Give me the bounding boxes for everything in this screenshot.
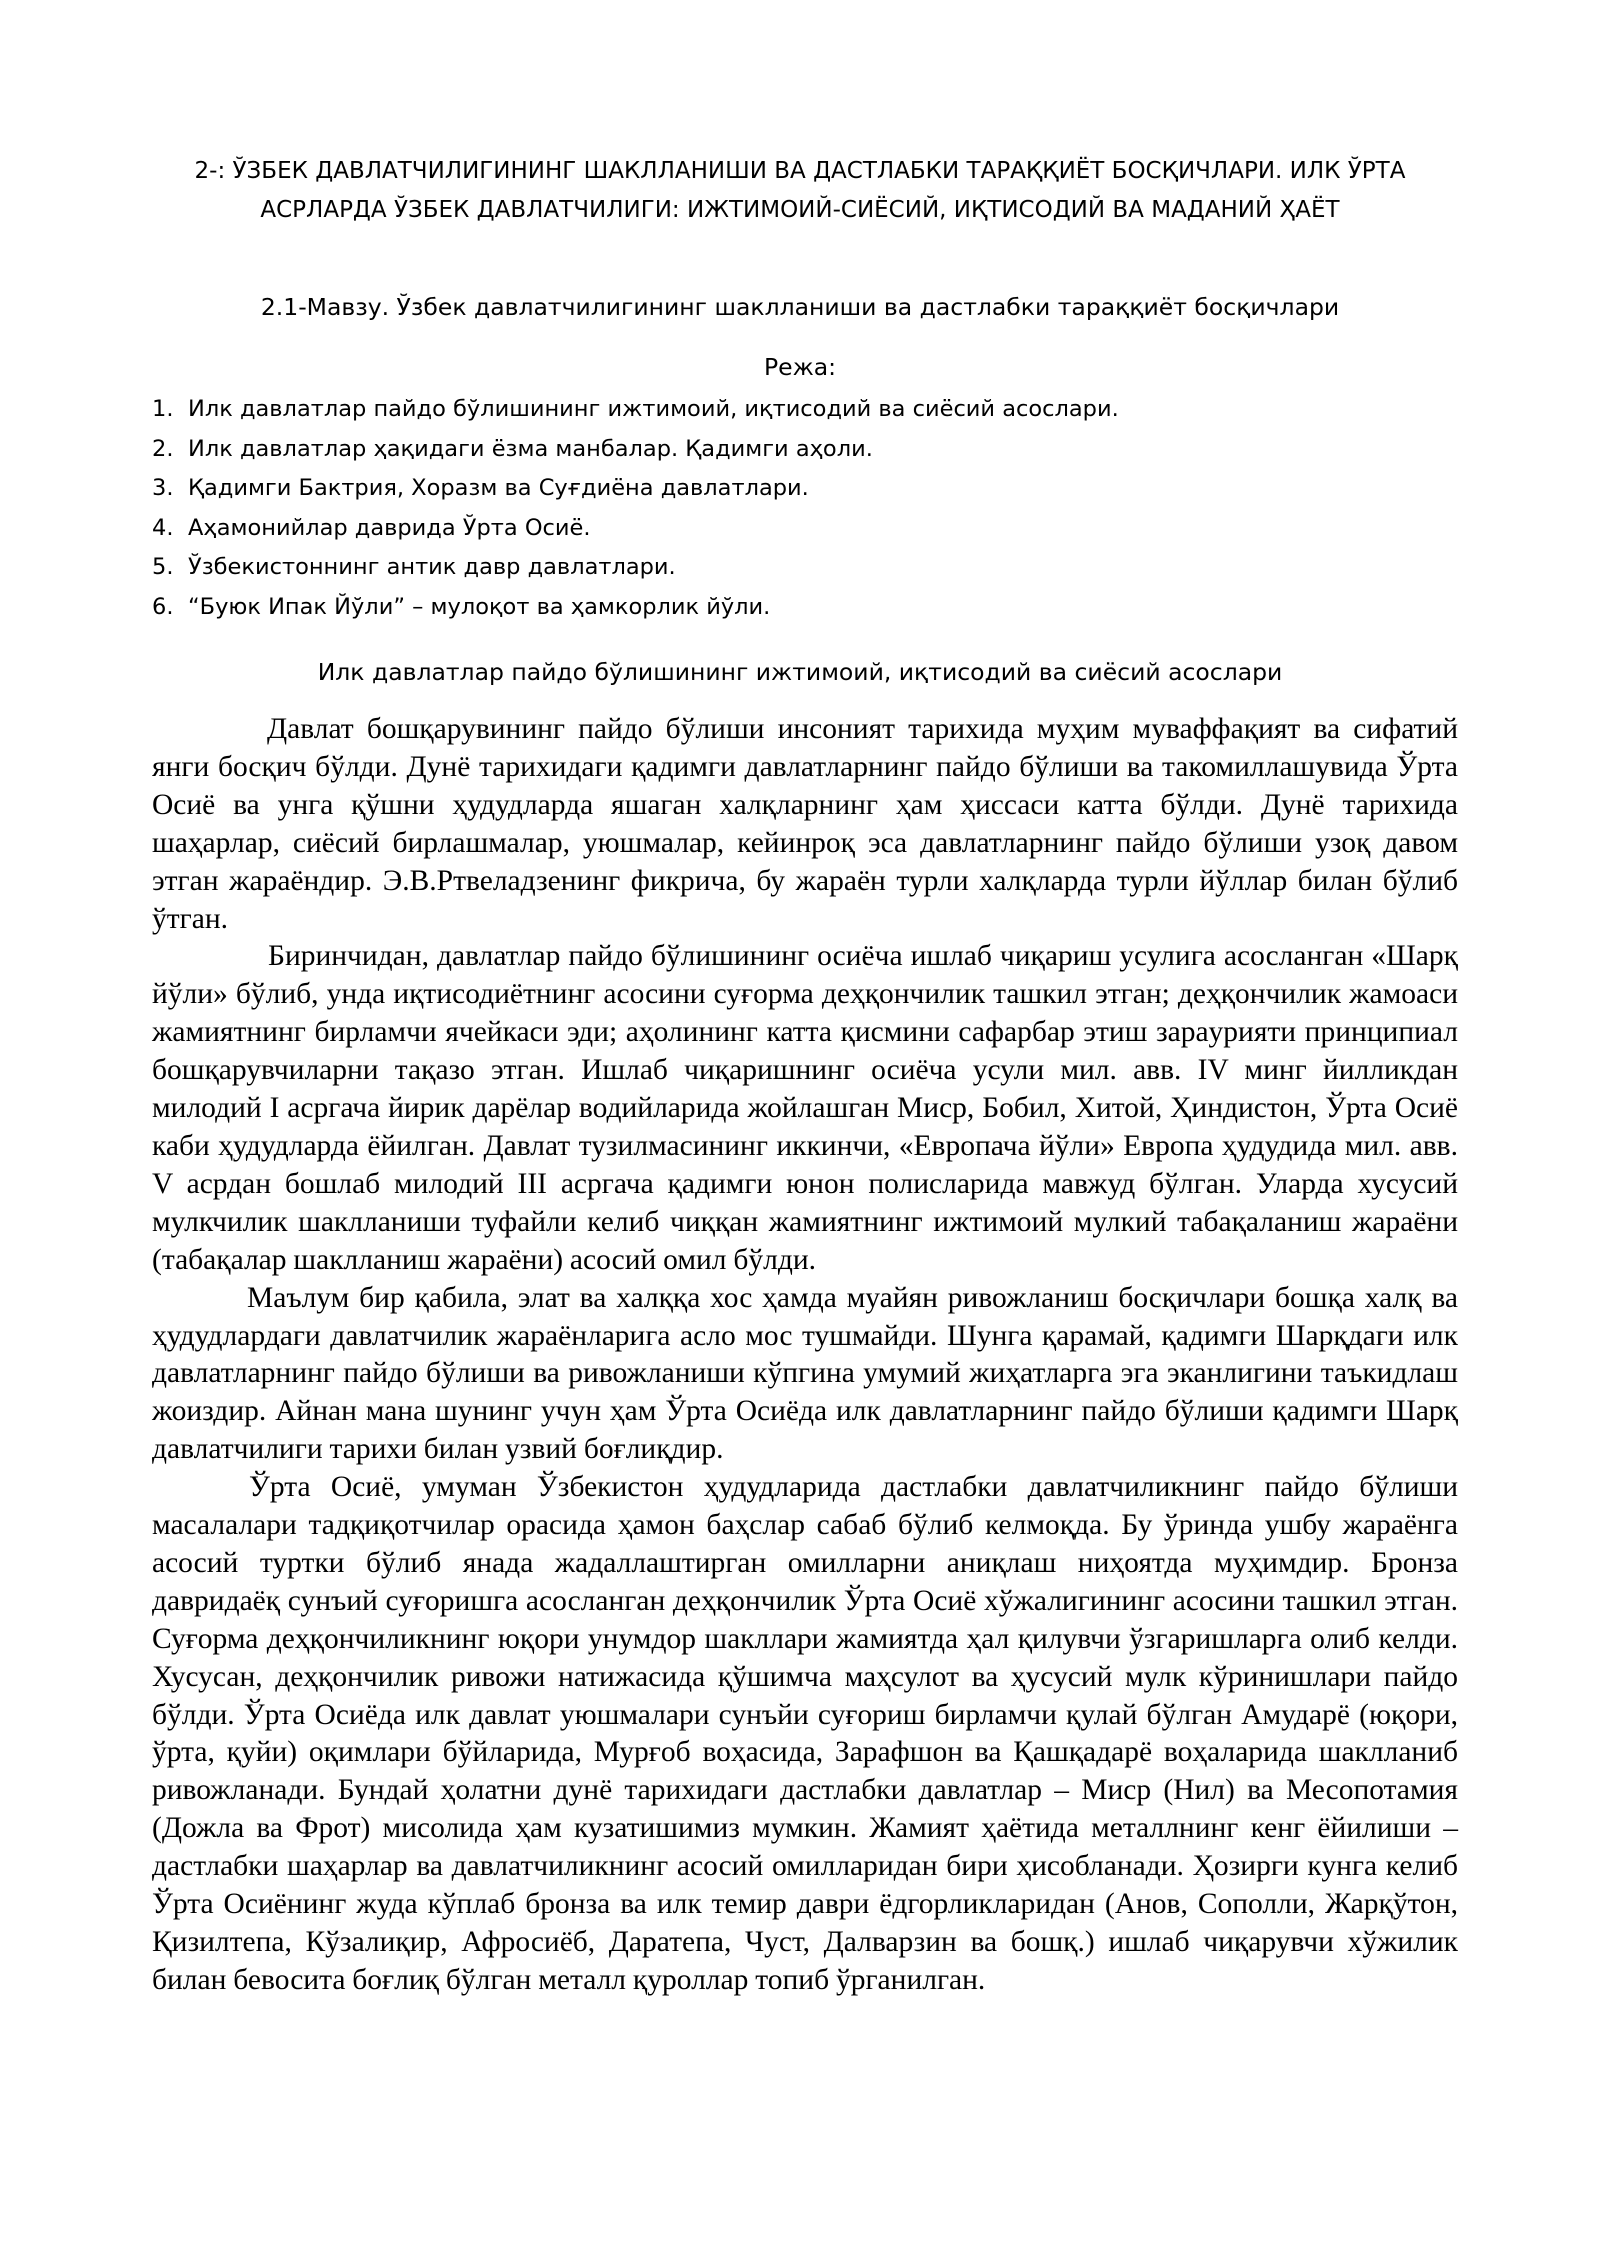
- plan-item-number: 6.: [152, 593, 174, 620]
- body-paragraph: Биринчидан, давлатлар пайдо бўлишининг осиёча ишлаб чиқариш усулига асосланган «Шарқ йўли» бўлиб, унда иқтисодиётнинг асосини суғорма деҳқончилик ташкил этган; деҳқончилик жамоаси жамиятнинг бирламчи ячейкаси эди; аҳолининг катта қисмини сафарбар этиш зарaурияти принципиал бошқарувчиларни тақазо этган. Ишлаб чиқаришнинг осиёча усули мил. авв. IV минг йилликдан милодий I асргача йирик дарёлар водийларида жойлашган Миср, Бобил, Хитой, Ҳиндистон, Ўрта Осиё каби ҳудудларда ёйилган. Давлат тузилмасининг иккинчи, «Европача йўли» Европа ҳудудида мил. авв. V асрдан бошлаб милодий III асргача қадимги юнон полисларида мавжуд бўлган. Уларда хусусий мулкчилик шаклланиши туфайли келиб чиққан жамиятнинг ижтимоий мулкий табақаланиш жараёни (табақалар шаклланиш жараёни) асосий омил бўлди.: [152, 940, 1458, 1276]
- plan-item-number: 4.: [152, 514, 174, 541]
- body-paragraph: Давлат бошқарувининг пайдо бўлиши инсоният тарихида муҳим муваффақият ва сифатий янги босқич бўлди. Дунё тарихидаги қадимги давлатларнинг пайдо бўлиши ва такомиллашувида Ўрта Осиё ва унга қўшни ҳудудларда яшаган халқларнинг ҳам ҳиссаси катта бўлди. Дунё тарихида шаҳарлар, сиёсий бирлашмалар, уюшмалар, кейинроқ эса давлатларнинг пайдо бўлиши узоқ давом этган жараёндир. Э.В.Ртвеладзенинг фикрича, бу жараён турли халқларда турли йўллар билан бўлиб ўтган.: [152, 713, 1458, 935]
- topic-title: 2.1-Мавзу. Ўзбек давлатчилигининг шаклланиши ва дастлабки тараққиёт босқичлари: [260, 293, 1340, 321]
- plan-item: [152, 509, 1452, 549]
- chapter-title: 2-: ЎЗБЕК ДАВЛАТЧИЛИГИНИНГ ШАКЛЛАНИШИ ВА ДАСТЛАБКИ ТАРАҚҚИЁТ БОСҚИЧЛАРИ. ИЛК ЎРТА АСРЛАРДА ЎЗБЕК ДАВЛАТЧИЛИГИ: ИЖТИМОИЙ-СИЁСИЙ, ИҚТИСОДИЙ ВА МАДАНИЙ ҲАЁТ: [194, 158, 1406, 223]
- plan-item-number: 5.: [152, 554, 174, 580]
- section-title: Илк давлатлар пайдо бўлишининг ижтимоий, иқтисодий ва сиёсий асослари: [317, 658, 1283, 686]
- plan-item-text: Илк давлатлар ҳақидаги ёзма манбалар. Қадимги аҳоли.: [188, 435, 873, 462]
- body-paragraph: Маълум бир қабила, элат ва халққа хос ҳамда муайян ривожланиш босқичлари бошқа халқ ва ҳудудлардаги давлатчилик жараёнларига асло мос тушмайди. Шунга қарамай, қадимги Шарқдаги илк давлатларнинг пайдо бўлиши ва ривожланиши кўпгина умумий жиҳатларга эга эканлигини таъкидлаш жоиздир. Айнан мана шунинг учун ҳам Ўрта Осиёда илк давлатларнинг пайдо бўлиши қадимги Шарқ давлатчилиги тарихи билан узвий боғлиқдир.: [152, 1281, 1458, 1466]
- plan-item: [152, 588, 1452, 628]
- body-paragraph: Ўрта Осиё, умуман Ўзбекистон ҳудудларида дастлабки давлатчиликнинг пайдо бўлиши масалалари тадқиқотчилар орасида ҳамон баҳслар сабаб бўлиб келмоқда. Бу ўринда ушбу жараёнга асосий туртки бўлиб янада жадаллаштирган омилларни аниқлаш ниҳоятда муҳимдир. Бронза давридаёқ сунъий суғоришга асосланган деҳқончилик Ўрта Осиё хўжалигининг асосини ташкил этган. Суғорма деҳқончиликнинг юқори унумдор шакллари жамиятда ҳал қилувчи ўзгаришларга олиб келди. Хусусан, деҳқончилик ривожи натижасида қўшимча маҳсулот ва ҳусусий мулк кўринишлари пайдо бўлди. Ўрта Осиёда илк давлат уюшмалари сунъйи суғориш бирламчи қулай бўлган Амударё (юқори, ўрта, қуйи) оқимлари бўйларида, Мурғоб воҳасида, Зарафшон ва Қашқадарё воҳаларида шаклланиб ривожланади. Бундай ҳолатни дунё тарихидаги дастлабки давлатлар – Миср (Нил) ва Месопотамия (Дожла ва Фрот) мисолида ҳам кузатишимиз мумкин. Жамият ҳаётида металлнинг кенг ёйилиши – дастлабки шаҳарлар ва давлатчиликнинг асосий омилларидан бири ҳисобланади. Ҳозирги кунга келиб Ўрта Осиёнинг жуда кўплаб бронза ва илк темир даври ёдгорликларидан (Анов, Сополли, Жарқўтон, Қизилтепа, Кўзалиқир, Афросиёб, Даратепа, Чуст, Далварзин ва бошқ.) ишлаб чиқарувчи хўжилик билан бевосита боғлиқ бўлган металл қуроллар топиб ўрганилган.: [152, 1471, 1458, 1996]
- plan-item-text: Аҳамонийлар даврида Ўрта Осиё.: [188, 514, 591, 541]
- plan-heading: Режа:: [763, 353, 837, 381]
- plan-item: [152, 548, 1452, 588]
- plan-item-number: 3.: [152, 475, 174, 501]
- plan-item-text: Қадимги Бактрия, Хоразм ва Суғдиёна давлатлари.: [188, 475, 809, 501]
- plan-item: [152, 390, 1452, 430]
- plan-item-text: Илк давлатлар пайдо бўлишининг ижтимоий, иқтисодий ва сиёсий асослари.: [188, 396, 1119, 422]
- plan-item-text: “Буюк Ипак Йўли” – мулоқот ва ҳамкорлик йўли.: [188, 593, 771, 620]
- plan-item: [152, 430, 1452, 470]
- plan-item-number: 2.: [152, 435, 174, 462]
- body-text: [152, 711, 1458, 2000]
- plan-item-number: 1.: [152, 396, 174, 422]
- plan-list: [152, 390, 1452, 627]
- plan-item-text: Ўзбекистоннинг антик давр давлатлари.: [188, 554, 676, 580]
- plan-item: [152, 469, 1452, 509]
